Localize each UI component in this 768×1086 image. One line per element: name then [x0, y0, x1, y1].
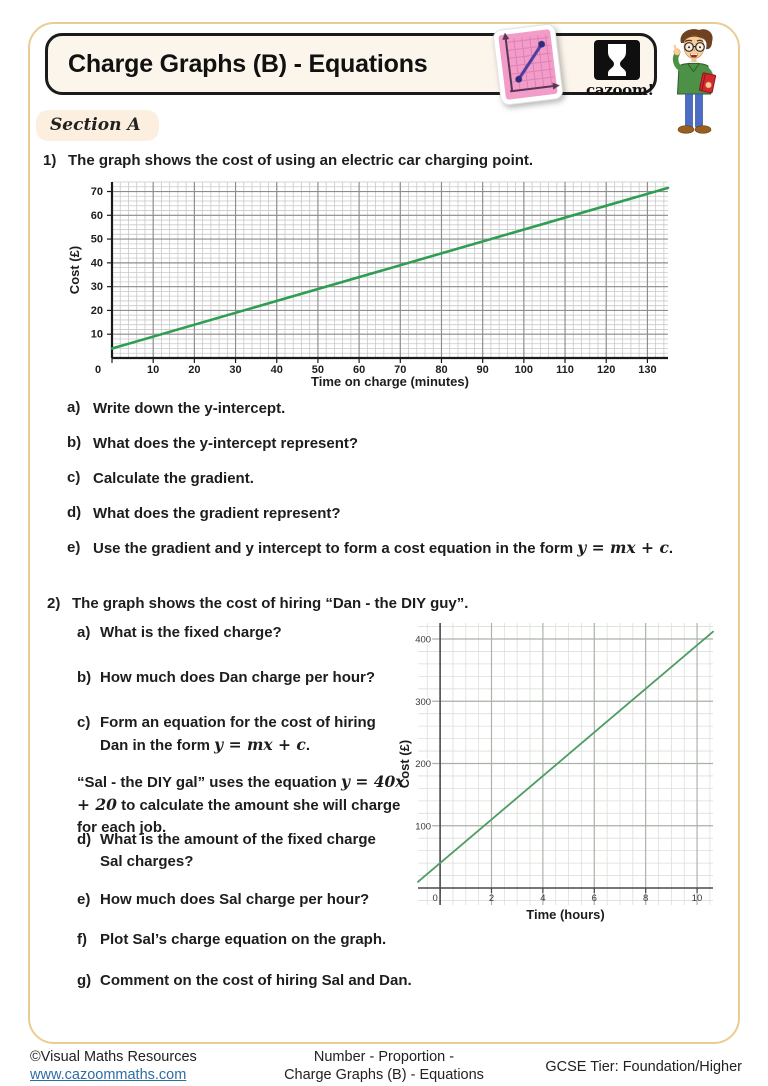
svg-text:130: 130 [638, 364, 657, 376]
svg-text:300: 300 [415, 696, 432, 708]
svg-text:20: 20 [188, 364, 201, 376]
question-item-b: b) How much does Dan charge per hour? [77, 669, 376, 686]
question-item-d: d) What is the amount of the fixed charge Sal charges? [77, 831, 376, 870]
svg-text:70: 70 [394, 364, 407, 376]
svg-text:60: 60 [352, 364, 366, 376]
question-item-c: c) Form an equation for the cost of hiring Dan in the form y = mx + c. [77, 714, 376, 754]
svg-text:10: 10 [691, 893, 703, 905]
svg-text:60: 60 [90, 209, 103, 222]
question-text: The graph shows the cost of hiring “Dan - the DIY guy”. [72, 595, 469, 612]
svg-text:100: 100 [415, 821, 432, 833]
svg-text:90: 90 [476, 364, 489, 376]
question-item-a: a) Write down the y-intercept. [67, 399, 286, 417]
chart-q2-dan-cost [395, 612, 725, 924]
section-label: Section A [50, 115, 141, 135]
svg-text:70: 70 [90, 186, 103, 199]
svg-text:0: 0 [432, 893, 438, 905]
svg-text:10: 10 [147, 364, 160, 376]
svg-text:6: 6 [591, 893, 597, 905]
logo-wordmark: cazoom! [586, 81, 654, 99]
svg-text:40: 40 [270, 364, 283, 376]
svg-text:120: 120 [597, 364, 616, 376]
svg-text:Cost (£): Cost (£) [67, 245, 82, 295]
question-text: The graph shows the cost of using an electric car charging point. [68, 152, 534, 169]
question-item-a: a) What is the fixed charge? [77, 624, 282, 641]
question-number: 2) [47, 595, 61, 612]
footer-topic [284, 1048, 484, 1084]
svg-text:40: 40 [90, 257, 103, 270]
svg-text:10: 10 [90, 328, 103, 341]
question-item-b: b) What does the y-intercept represent? [67, 434, 359, 452]
question-number: 1) [43, 152, 57, 169]
question-item-e: e) How much does Sal charge per hour? [77, 891, 370, 908]
line-graph-icon [492, 22, 565, 106]
svg-text:8: 8 [643, 893, 649, 905]
sal-equation-note: “Sal - the DIY gal” uses the equation y = 40x + 20 to calculate the amount she will charge for each job. [77, 772, 405, 836]
svg-text:100: 100 [514, 364, 534, 376]
svg-text:80: 80 [435, 364, 448, 376]
svg-text:Time (hours): Time (hours) [526, 907, 605, 922]
chart-q1-charging-cost [55, 175, 675, 391]
svg-text:30: 30 [229, 364, 242, 376]
page-title: Charge Graphs (B) - Equations [68, 49, 428, 78]
question-item-e: e) Use the gradient and y intercept to form a cost equation in the form y = mx + c. [67, 538, 674, 557]
svg-text:110: 110 [556, 364, 574, 376]
svg-text:20: 20 [90, 304, 103, 317]
cazoom-logo [586, 40, 654, 99]
section-badge [36, 110, 159, 141]
hourglass-logo-icon [594, 40, 640, 80]
footer-copyright [30, 1048, 197, 1084]
svg-text:50: 50 [90, 233, 103, 246]
teacher-illustration [664, 26, 724, 138]
question-2-prompt [47, 594, 727, 614]
line-graph-card-icon [492, 22, 565, 106]
tier-text: GCSE Tier: Foundation/Higher [545, 1059, 742, 1075]
question-item-c: c) Calculate the gradient. [67, 469, 254, 487]
topic-line: Number - Proportion - [313, 1049, 455, 1065]
svg-text:0: 0 [94, 364, 102, 376]
question-1-prompt [43, 151, 723, 171]
footer-tier [545, 1059, 742, 1075]
svg-text:30: 30 [90, 281, 103, 294]
svg-text:4: 4 [540, 893, 546, 905]
question-item-d: d) What does the gradient represent? [67, 504, 341, 522]
svg-text:200: 200 [415, 759, 432, 771]
svg-text:2: 2 [488, 893, 495, 905]
question-item-f: f) Plot Sal’s charge equation on the graph. [77, 931, 387, 948]
question-1-items [67, 398, 735, 559]
worksheet-name: Charge Graphs (B) - Equations [284, 1067, 484, 1083]
svg-text:Time on charge (minutes): Time on charge (minutes) [311, 374, 469, 389]
svg-text:400: 400 [415, 634, 432, 646]
copyright-text: ©Visual Maths Resources [30, 1049, 197, 1065]
svg-text:50: 50 [311, 364, 325, 376]
question-item-g: g) Comment on the cost of hiring Sal and Dan. [77, 972, 412, 989]
title-box [45, 33, 657, 95]
website-link[interactable]: www.cazoommaths.com [30, 1067, 187, 1083]
svg-text:Cost (£): Cost (£) [397, 739, 412, 789]
